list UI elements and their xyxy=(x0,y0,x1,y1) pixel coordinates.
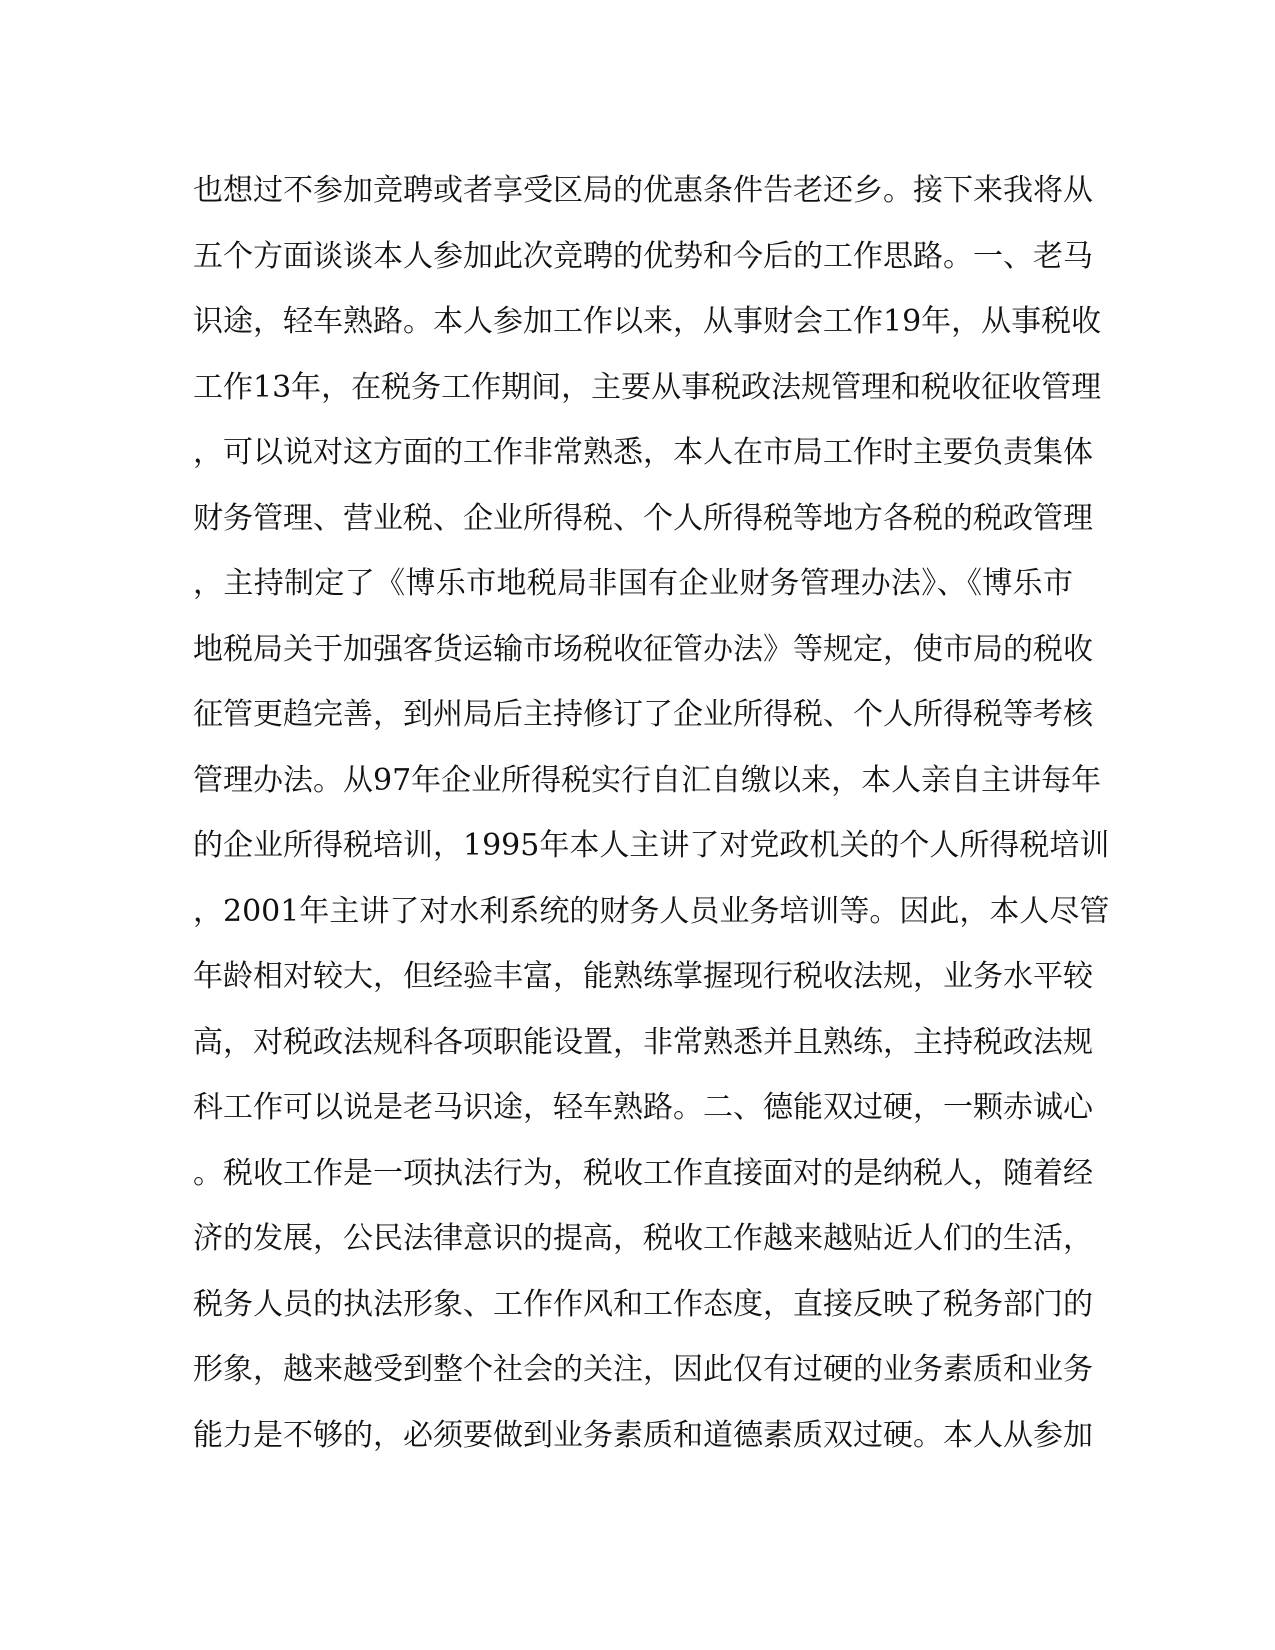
text-line: 地税局关于加强客货运输市场税收征管办法》等规定，使市局的税收 xyxy=(193,631,1093,667)
text-line: 形象，越来越受到整个社会的关注，因此仅有过硬的业务素质和业务 xyxy=(193,1352,1093,1387)
text-line: 年龄相对较大，但经验丰富，能熟练掌握现行税收法规，业务水平较 xyxy=(193,959,1093,994)
text-line: ，可以说对这方面的工作非常熟悉，本人在市局工作时主要负责集体 xyxy=(193,435,1093,470)
text-line: 财务管理、营业税、企业所得税、个人所得税等地方各税的税政管理 xyxy=(193,500,1093,536)
text-line: 五个方面谈谈本人参加此次竞聘的优势和今后的工作思路。一、老马 xyxy=(193,238,1093,274)
text-line: 税务人员的执法形象、工作作风和工作态度，直接反映了税务部门的 xyxy=(193,1286,1093,1322)
text-line: 管理办法。从97年企业所得税实行自汇自缴以来，本人亲自主讲每年 xyxy=(193,762,1102,798)
text-line: ，2001年主讲了对水利系统的财务人员业务培训等。因此，本人尽管 xyxy=(193,893,1110,929)
text-line: 科工作可以说是老马识途，轻车熟路。二、德能双过硬，一颗赤诚心 xyxy=(193,1090,1093,1125)
text-line: ，主持制定了《博乐市地税局非国有企业财务管理办法》、《博乐市 xyxy=(193,566,1073,601)
text-line: 工作13年，在税务工作期间，主要从事税政法规管理和税收征收管理 xyxy=(193,369,1102,405)
body-text xyxy=(193,158,1110,1468)
text-line: 能力是不够的，必须要做到业务素质和道德素质双过硬。本人从参加 xyxy=(193,1417,1093,1453)
text-line: 的企业所得税培训，1995年本人主讲了对党政机关的个人所得税培训 xyxy=(193,828,1110,863)
text-line: 识途，轻车熟路。本人参加工作以来，从事财会工作19年，从事税收 xyxy=(193,304,1102,339)
text-line: 高，对税政法规科各项职能设置，非常熟悉并且熟练，主持税政法规 xyxy=(193,1024,1093,1060)
text-line: 济的发展，公民法律意识的提高，税收工作越来越贴近人们的生活， xyxy=(193,1221,1093,1256)
text-line: 。税收工作是一项执法行为，税收工作直接面对的是纳税人，随着经 xyxy=(193,1155,1093,1191)
text-line: 也想过不参加竞聘或者享受区局的优惠条件告老还乡。接下来我将从 xyxy=(193,173,1093,208)
text-line: 征管更趋完善，到州局后主持修订了企业所得税、个人所得税等考核 xyxy=(193,697,1093,732)
